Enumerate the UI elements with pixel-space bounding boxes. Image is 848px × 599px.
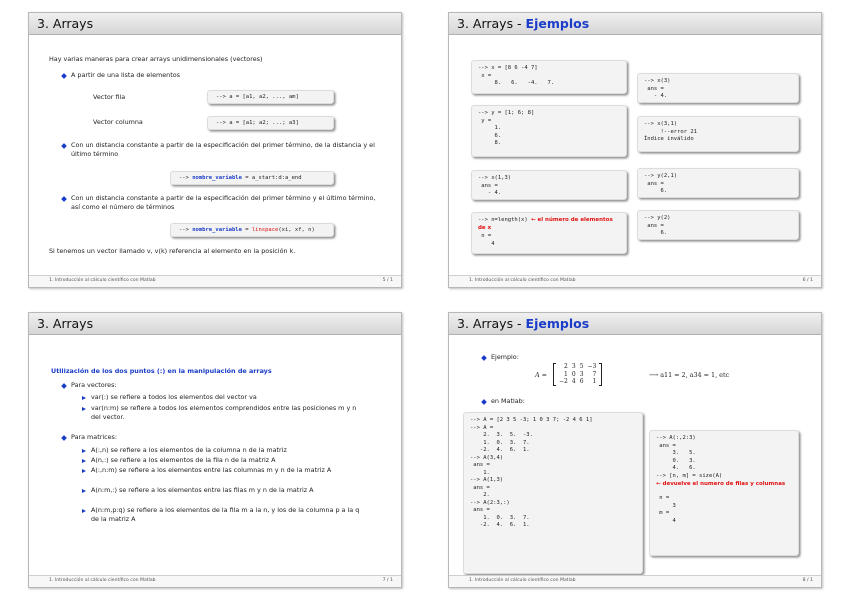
slide-header <box>29 13 401 35</box>
page-number: 6 / 1 <box>802 278 813 283</box>
diamond-bullet-icon <box>481 399 487 405</box>
page-number: 5 / 1 <box>382 278 393 283</box>
colon-syntax-code: --> nombre_variable = a_start:d:a_end <box>179 175 302 181</box>
page-number: 8 / 1 <box>802 578 813 583</box>
bullet-constant-step: Con un distancia constante a partir de la especificación del primer término, de la distancia y el último término <box>71 141 375 158</box>
code-box-text: --> y(2) ans = 6. <box>644 215 671 236</box>
footer-text: 1. Introducción al cálculo científico con Matlab <box>49 278 156 283</box>
matlab-session-code: n = 3 m = 4 <box>659 495 676 524</box>
diamond-bullet-icon <box>61 435 67 441</box>
slide-footer <box>29 575 401 587</box>
code-box-text: --> y(2,1) ans = 6. <box>644 173 678 194</box>
matrix-label: A = <box>535 371 548 379</box>
column-vector-label: Vector columna <box>93 118 143 126</box>
example-label: Ejemplo: <box>491 353 519 361</box>
code-box <box>649 430 799 556</box>
diamond-bullet-icon <box>61 383 67 389</box>
matlab-session-code: --> A = [2 3 5 -3; 1 0 3 7; -2 4 6 1] --> A = 2. 3. 5. -3. 1. 0. 3. 7. -2. 4. 6. 1. --> A(3,4) ans = 1. --> A(1,3) ans = 2. --> A(2:3,:) ans = 1. 0. 3. 7. -2. 4. 6. 1. <box>470 417 593 528</box>
triangle-bullet-icon <box>82 396 86 400</box>
code-box <box>637 73 799 103</box>
row-vector-code: --> a = [a1, a2, ..., am] <box>216 94 299 100</box>
error-code-text: --> x(3,1) !--error 21 Índice inválido <box>644 121 697 142</box>
matrix-cell: 5 <box>579 363 584 370</box>
slide-title: 3. Arrays - Ejemplos <box>457 16 590 31</box>
slide-header <box>449 313 821 335</box>
matrix-cell: 0 <box>571 370 576 378</box>
matrix-cell: 7 <box>592 370 597 378</box>
matrix-item: A(n:m,:) se refiere a los elementos entre las filas m y n de la matriz A <box>91 486 314 494</box>
outro-text: Si tenemos un vector llamado v, v(k) referencia al elemento en la posición k. <box>49 247 296 255</box>
slide-footer <box>449 575 821 587</box>
bullet-linspace: Con un distancia constante a partir de la especificación del primer término y el último término, así como el número de términos <box>71 194 376 211</box>
matrix-bracket <box>553 363 556 386</box>
matrix-cell: 4 <box>571 378 576 385</box>
matrix-item: A(:,n:m) se refiere a los elementos entre las columnas m y n de la matriz A <box>91 466 332 474</box>
code-box-text: --> y = [1; 6; 8] y = 1. 6. 8. <box>478 110 535 146</box>
diamond-bullet-icon <box>61 73 67 79</box>
slide-8 <box>448 312 822 588</box>
intro-text: Hay varias maneras para crear arrays unidimensionales (vectores) <box>49 55 263 63</box>
code-box <box>170 171 334 185</box>
slide-footer <box>449 275 821 287</box>
triangle-bullet-icon <box>82 469 86 473</box>
slide-title: 3. Arrays <box>37 16 94 31</box>
row-vector-label: Vector fila <box>93 93 126 101</box>
page-number: 7 / 1 <box>382 578 393 583</box>
diamond-bullet-icon <box>61 143 67 149</box>
code-box-text: n = 4 <box>481 233 495 247</box>
code-box <box>637 116 799 152</box>
code-box <box>463 412 643 574</box>
code-box-text: --> x(1,3) ans = - 4. <box>478 175 512 196</box>
size-annotation: ← devuelve el numero de filas y columnas <box>656 481 786 487</box>
slide-title: 3. Arrays <box>37 316 94 331</box>
matlab-session-code: --> A(:,2:3) ans = 3. 5. 0. 3. 4. 6. --> [n, m] = size(A) <box>656 435 723 479</box>
matrix-result: ⟶ a11 = 2, a34 = 1, etc <box>649 371 730 379</box>
slide-footer <box>29 275 401 287</box>
column-vector-code: --> a = [a1; a2; ...; a3] <box>216 120 299 126</box>
triangle-bullet-icon <box>82 489 86 493</box>
footer-text: 1. Introducción al cálculo científico con Matlab <box>469 578 576 583</box>
triangle-bullet-icon <box>82 459 86 463</box>
bullet-matrices: Para matrices: <box>71 433 118 441</box>
code-box <box>471 60 627 94</box>
matrix-item: A(n,:) se refiere a los elementos de la fila n de la matriz A <box>91 456 276 464</box>
matrix-cell: 1 <box>564 370 568 378</box>
vector-item: var(:) se refiere a todos los elementos del vector va <box>91 393 257 401</box>
length-code: --> n=length(x) ← el número de elementos de x <box>478 217 613 231</box>
matrix-cell: 1 <box>592 378 597 385</box>
slide-header <box>449 13 821 35</box>
footer-text: 1. Introducción al cálculo científico con Matlab <box>49 578 156 583</box>
slide-6 <box>448 12 822 288</box>
diamond-bullet-icon <box>481 355 487 361</box>
matrix-cell: −2 <box>559 378 568 385</box>
triangle-bullet-icon <box>82 449 86 453</box>
code-box-text: --> x(3) ans = - 4. <box>644 78 671 99</box>
bullet-list: A partir de una lista de elementos <box>71 71 180 79</box>
slide-5 <box>28 12 402 288</box>
code-box <box>170 223 334 237</box>
code-box <box>637 210 799 240</box>
matrix-item: A(n:m,p:q) se refiere a los elementos de la fila m a la n, y los de la columna p a la q de la matriz A <box>91 506 360 523</box>
code-box-text: --> x = [8 6 -4 7] x = 8. 6. -4. 7. <box>478 65 555 86</box>
matlab-label: en Matlab: <box>491 397 525 405</box>
matrix-cell: 3 <box>571 363 576 370</box>
matrix-cell: 6 <box>579 378 584 385</box>
linspace-code: --> nombre_variable = linspace(xi, xf, n) <box>179 227 315 233</box>
bullet-vectors: Para vectores: <box>71 381 117 389</box>
code-box <box>471 212 627 254</box>
slide-header <box>29 313 401 335</box>
matrix-cell: 2 <box>564 363 568 370</box>
code-box <box>207 116 334 130</box>
section-heading: Utilización de los dos puntos (:) en la manipulación de arrays <box>51 367 272 375</box>
slide-title: 3. Arrays - Ejemplos <box>457 316 590 331</box>
code-box <box>207 90 334 104</box>
matrix-cell: −3 <box>587 363 597 370</box>
vector-item: var(n:m) se refiere a todos los elementos comprendidos entre las posiciones m y n del vector. <box>91 404 357 421</box>
triangle-bullet-icon <box>82 509 86 513</box>
footer-text: 1. Introducción al cálculo científico con Matlab <box>469 278 576 283</box>
diamond-bullet-icon <box>61 196 67 202</box>
code-box <box>471 170 627 200</box>
matrix-bracket <box>599 363 602 386</box>
matrix <box>557 363 598 386</box>
triangle-bullet-icon <box>82 407 86 411</box>
matrix-item: A(:,n) se refiere a los elementos de la columna n de la matriz <box>91 446 287 454</box>
matrix-cell: 3 <box>579 370 584 378</box>
slide-7 <box>28 312 402 588</box>
code-box <box>471 105 627 157</box>
code-box <box>637 168 799 198</box>
matrix-table <box>557 363 598 386</box>
